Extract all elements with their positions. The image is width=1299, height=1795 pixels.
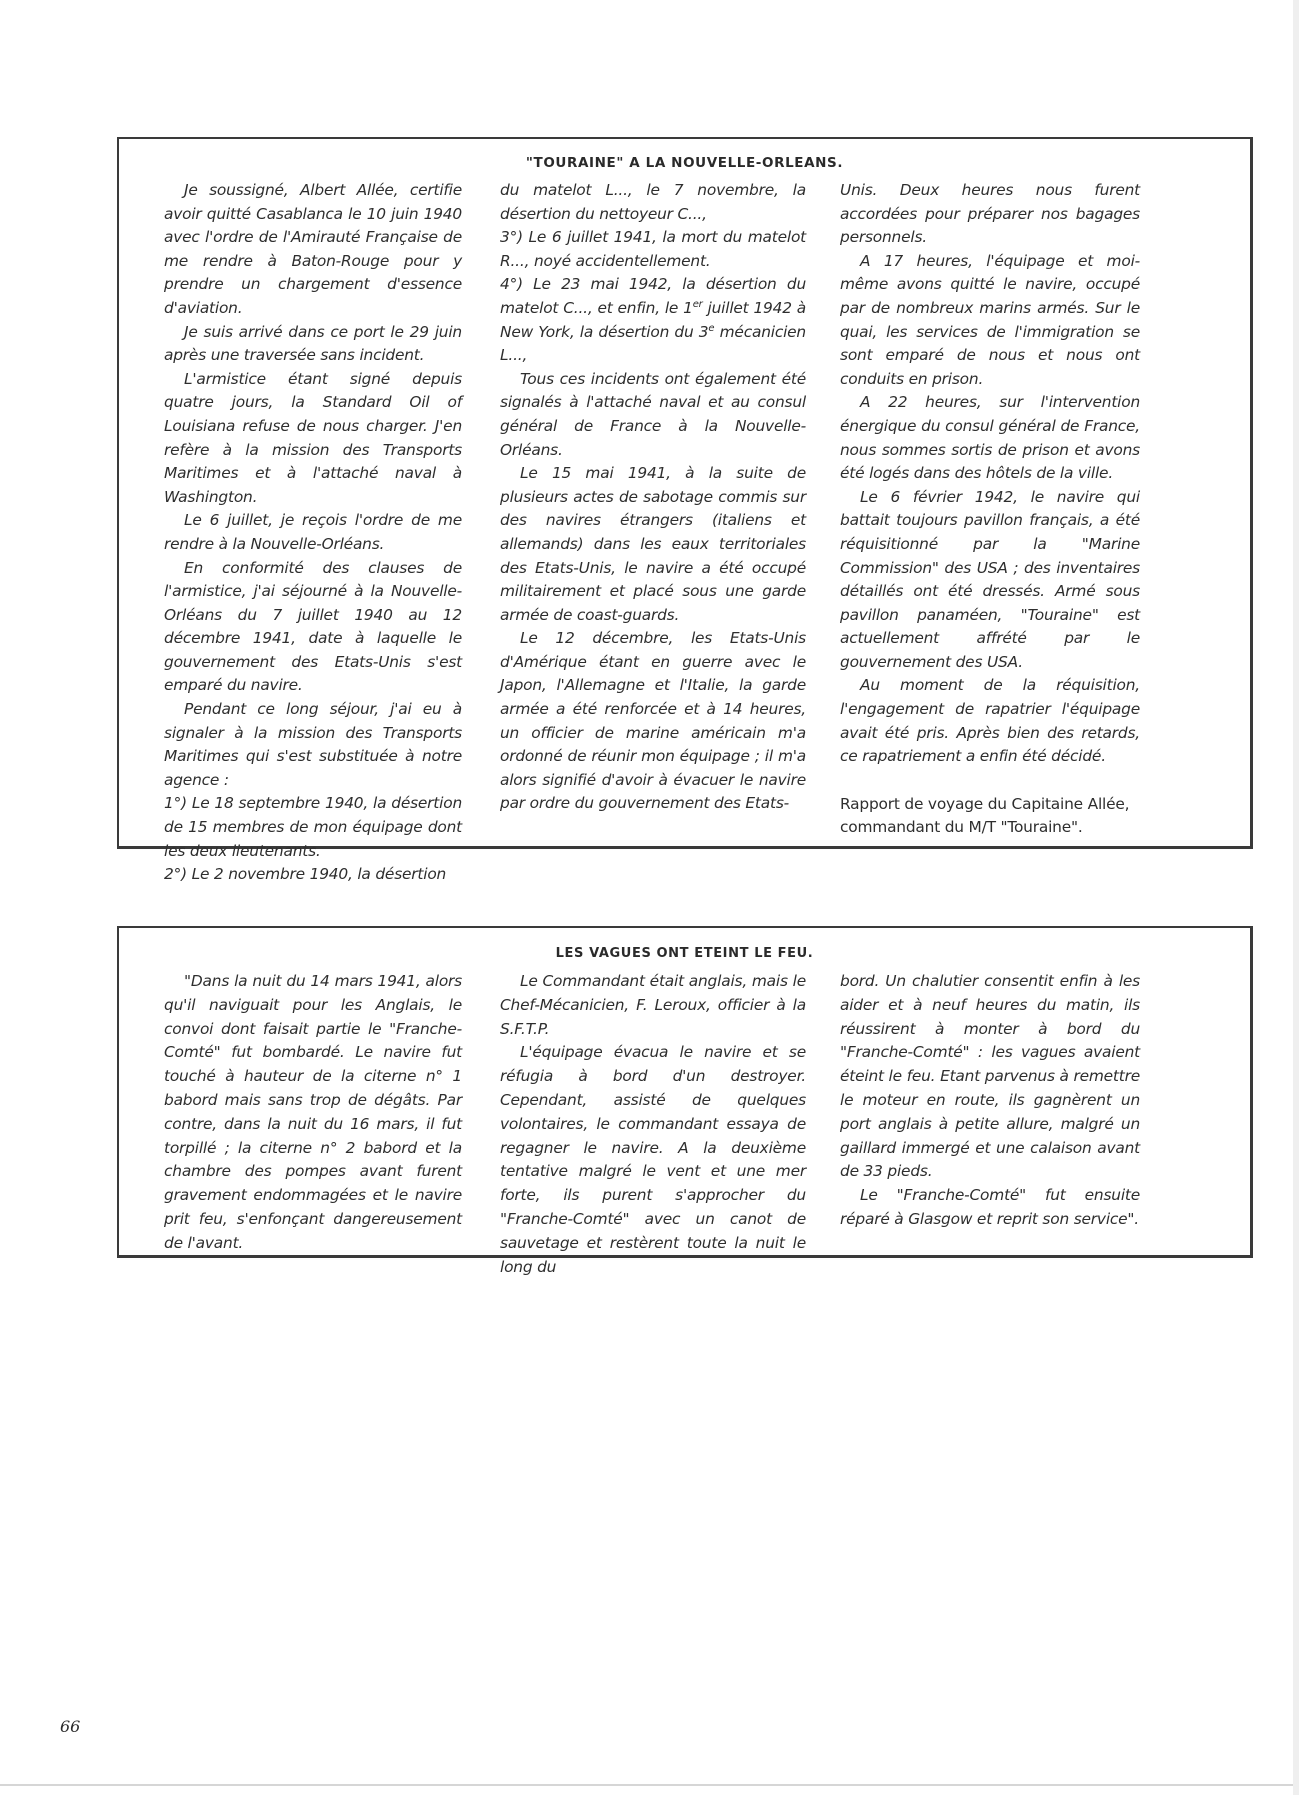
paragraph: bord. Un chalutier consentit enfin à les aider et à neuf heures du matin, ils réussirent à monter à bord du "Franche-Comté" : les vagues avaient éteint le feu. Etant parvenus à remettre le moteur en route, ils gagnèrent un port anglais à petite allure, malgré un gaillard immergé et une calaison avant de 33 pieds. [840,972,1140,1181]
paragraph: du matelot L..., le 7 novembre, la désertion du nettoyeur C..., [500,181,806,223]
column-3 [840,970,1140,1232]
paragraph: L'armistice étant signé depuis quatre jours, la Standard Oil of Louisiana refuse de nous charger. J'en refère à la mission des Transports Maritimes et à l'attaché naval à Washington. [164,369,462,506]
paragraph: A 22 heures, sur l'intervention énergique du consul général de France, nous sommes sortis de prison et avons été logés dans des hôtels de la ville. [840,393,1140,483]
paragraph: Unis. Deux heures nous furent accordées pour préparer nos bagages personnels. [840,181,1140,247]
page-bottom-edge [0,1784,1299,1786]
paragraph: 3°) Le 6 juillet 1941, la mort du matelot R..., noyé accidentellement. [500,228,806,270]
paragraph: Le 6 juillet, je reçois l'ordre de me rendre à la Nouvelle-Orléans. [164,511,462,553]
paragraph: Pendant ce long séjour, j'ai eu à signaler à la mission des Transports Maritimes qui s'est substituée à notre agence : [164,700,462,789]
paragraph: "Dans la nuit du 14 mars 1941, alors qu'il naviguait pour les Anglais, le convoi dont faisait partie le "Franche-Comté" fut bombardé. Le navire fut touché à hauteur de la citerne n° 1 babord mais sans trop de dégâts. Par contre, dans la nuit du 16 mars, il fut torpillé ; la citerne n° 2 babord et la chambre des pompes avant furent gravement endommagées et le navire prit feu, s'enfonçant dangereusement de l'avant. [164,972,462,1252]
paragraph: Le 6 février 1942, le navire qui battait toujours pavillon français, a été réquisitionné par la "Marine Commission" des USA ; des inventaires détaillés ont été dressés. Armé sous pavillon panaméen, "Touraine" est actuellement affrété par le gouvernement des USA. [840,487,1140,671]
paragraph: Le 12 décembre, les Etats-Unis d'Amérique étant en guerre avec le Japon, l'Allemagne et l'Italie, la garde armée a été renforcée et à 14 heures, un officier de marine américain m'a ordonné de réunir mon équipage ; il m'a alors signifié d'avoir à évacuer le navire par ordre du gouvernement des Etats- [500,629,806,813]
column-1 [164,970,462,1256]
paragraph: Au moment de la réquisition, l'engagement de rapatrier l'équipage avait été pris. Après bien des retards, ce rapatriement a enfin été décidé. [840,676,1140,766]
superscript: er [692,298,703,310]
paragraph: 2°) Le 2 novembre 1940, la désertion [164,865,447,884]
text-run: juillet 1942 à New York, la désertion du 3 [500,298,806,341]
column-2 [500,179,806,816]
page-number: 66 [60,1717,81,1736]
paragraph: 1°) Le 18 septembre 1940, la désertion de 15 membres de mon équipage dont les deux lieutenants. [164,794,462,860]
paragraph: A 17 heures, l'équipage et moi-même avons quitté le navire, occupé par de nombreux marins armés. Sur le quai, les services de l'immigration se sont emparé de nous et nous ont conduits en prison. [840,251,1140,388]
text-run: 4°) Le 23 mai 1942, la désertion du matelot C..., et enfin, le 1 [500,275,806,317]
column-3 [840,179,1140,840]
paragraph [500,273,806,367]
article-title: "TOURAINE" A LA NOUVELLE-ORLEANS. [525,155,844,171]
paragraph: Je soussigné, Albert Allée, certifie avoir quitté Casablanca le 10 juin 1940 avec l'ordre de l'Amirauté Française de me rendre à Baton-Rouge pour y prendre un chargement d'essence d'aviation. [164,181,462,317]
paragraph: Tous ces incidents ont également été signalés à l'attaché naval et au consul général de France à la Nouvelle-Orléans. [500,369,806,459]
article-title: LES VAGUES ONT ETEINT LE FEU. [555,946,814,961]
paragraph: En conformité des clauses de l'armistice, j'ai séjourné à la Nouvelle-Orléans du 7 juillet 1940 au 12 décembre 1941, date à laquelle le gouvernement des Etats-Unis s'est emparé du navire. [164,558,462,695]
superscript: e [708,322,715,334]
paragraph: Le Commandant était anglais, mais le Chef-Mécanicien, F. Leroux, officier à la S.F.T.P. [500,972,806,1038]
column-2 [500,970,806,1279]
paragraph: L'équipage évacua le navire et se réfugia à bord d'un destroyer. Cependant, assisté de quelques volontaires, le commandant essaya de regagner le navire. A la deuxième tentative malgré le vent et une mer forte, ils purent s'approcher du "Franche-Comté" avec un canot de sauvetage et restèrent toute la nuit le long du [500,1043,806,1276]
paragraph: Le 15 mai 1941, à la suite de plusieurs actes de sabotage commis sur des navires étrangers (italiens et allemands) dans les eaux territoriales des Etats-Unis, le navire a été occupé militairement et placé sous une garde armée de coast-guards. [500,464,806,624]
article-box-vagues [117,926,1253,1276]
paragraph: Je suis arrivé dans ce port le 29 juin après une traversée sans incident. [164,322,462,365]
paragraph: Le "Franche-Comté" fut ensuite réparé à Glasgow et reprit son service". [840,1186,1140,1228]
page-right-edge [1293,0,1299,1795]
article-box-touraine [117,137,1253,884]
report-signature: Rapport de voyage du Capitaine Allée, commandant du M/T "Touraine". [840,794,1130,837]
text-run: mécanicien L..., [500,322,806,365]
column-1 [164,179,462,887]
